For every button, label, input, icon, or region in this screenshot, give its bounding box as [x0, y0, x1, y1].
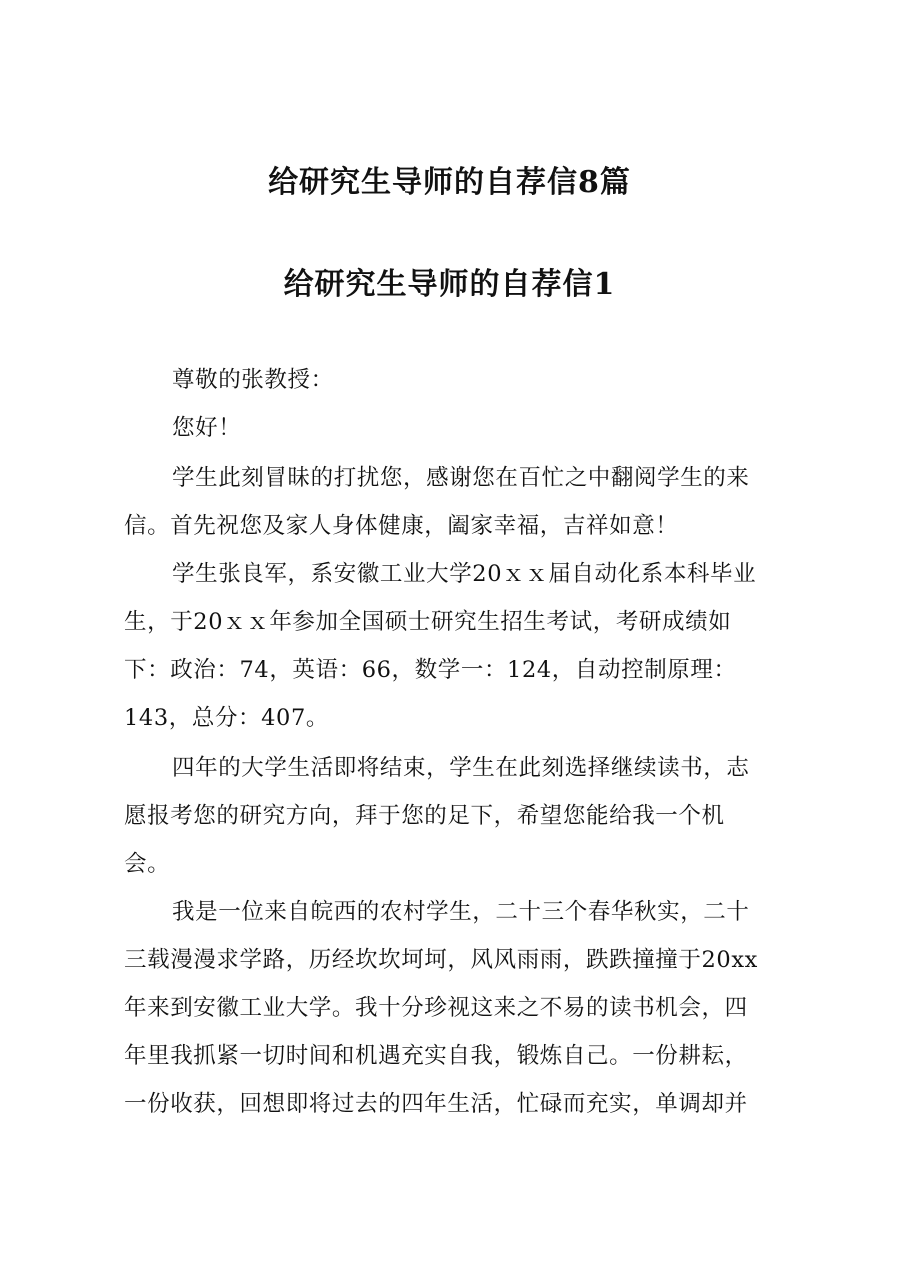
paragraph-1 — [124, 454, 804, 550]
letter-heading: 给研究生导师的自荐信1 — [283, 267, 616, 302]
paragraph-line: 143，总分：407。 — [124, 705, 329, 731]
paragraph-line: 一份收获，回想即将过去的四年生活，忙碌而充实，单调却并 — [124, 1091, 748, 1117]
paragraph-line: 四年的大学生活即将结束，学生在此刻选择继续读书，志 — [172, 755, 750, 781]
paragraph-line: 愿报考您的研究方向，拜于您的足下，希望您能给我一个机 — [124, 803, 725, 829]
paragraph-3 — [124, 744, 804, 888]
salutation — [124, 356, 804, 404]
greeting-text: 您好！ — [172, 415, 242, 441]
document-title: 给研究生导师的自荐信8篇 — [268, 165, 631, 200]
paragraph-4 — [124, 888, 804, 1128]
paragraph-line: 下：政治：74，英语：66，数学一：124，自动控制原理： — [124, 657, 737, 683]
paragraph-line: 会。 — [124, 851, 171, 877]
paragraph-2 — [124, 550, 804, 742]
paragraph-line: 学生此刻冒昧的打扰您，感谢您在百忙之中翻阅学生的来 — [172, 465, 750, 491]
paragraph-line: 信。首先祝您及家人身体健康，阖家幸福，吉祥如意！ — [124, 513, 679, 539]
paragraph-line: 年里我抓紧一切时间和机遇充实自我，锻炼自己。一份耕耘， — [124, 1043, 748, 1069]
salutation-text: 尊敬的张教授： — [172, 367, 334, 393]
paragraph-line: 三载漫漫求学路，历经坎坎坷坷，风风雨雨，跌跌撞撞于20xx — [124, 947, 758, 973]
paragraph-line: 我是一位来自皖西的农村学生，二十三个春华秋实，二十 — [172, 899, 750, 925]
greeting — [124, 404, 804, 452]
paragraph-line: 年来到安徽工业大学。我十分珍视这来之不易的读书机会，四 — [124, 995, 748, 1021]
paragraph-line: 学生张良军，系安徽工业大学20ｘｘ届自动化系本科毕业 — [172, 561, 757, 587]
paragraph-line: 生，于20ｘｘ年参加全国硕士研究生招生考试，考研成绩如 — [124, 609, 732, 635]
